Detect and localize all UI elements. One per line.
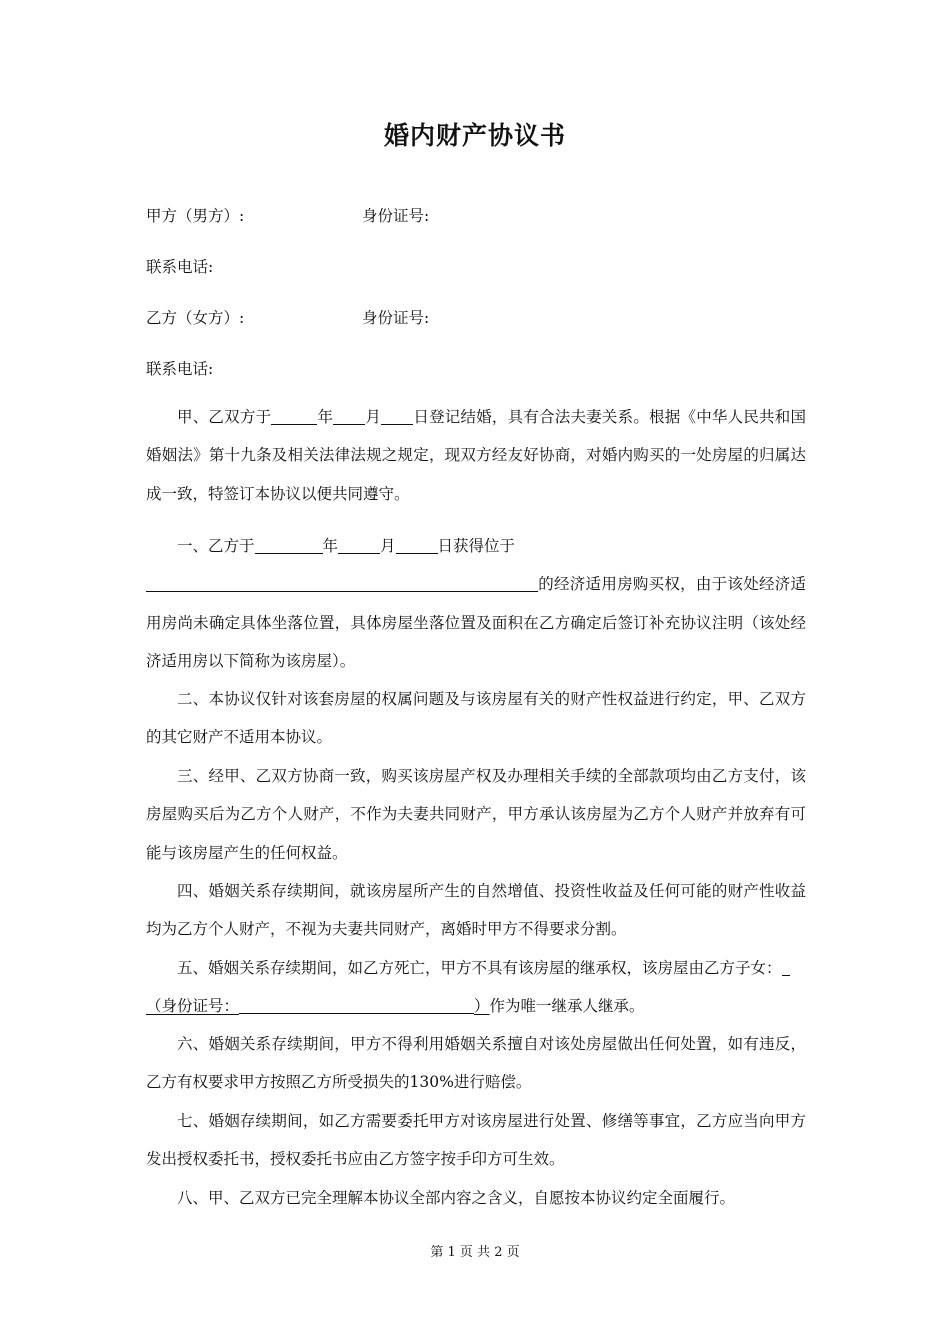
party-b-id-label: 身份证号:: [362, 309, 430, 327]
marriage-month-blank: [333, 408, 365, 425]
party-a-phone-label: 联系电话:: [146, 258, 214, 276]
clause-8: 八、甲、乙双方已完全理解本协议全部内容之含义，自愿按本协议约定全面履行。: [177, 1189, 736, 1207]
purchase-month-blank: [338, 537, 380, 554]
heir-name-blank: [782, 959, 790, 976]
page-footer: 第 1 页 共 2 页: [430, 1245, 520, 1260]
party-a-label: 甲方（男方）:: [146, 207, 245, 225]
intro-text-3: 月: [365, 408, 382, 426]
purchase-year-blank: [255, 537, 323, 554]
clause-6: 六、婚姻关系存续期间，甲方不得利用婚姻关系擅自对该处房屋做出任何处置，如有违反，乙方有权要求甲方按照乙方所受损失的130%进行赔偿。: [146, 1035, 806, 1092]
clause-1-text-3: 月: [380, 537, 396, 555]
party-b-label: 乙方（女方）:: [146, 309, 245, 327]
document-title: 婚内财产协议书: [383, 121, 566, 150]
location-blank: [146, 575, 538, 592]
clause-5-text-3: ）: [474, 997, 490, 1016]
clause-1-text-2: 年: [322, 537, 339, 555]
intro-text-2: 年: [317, 408, 334, 426]
clause-5-text-4: 作为唯一继承人继承。: [489, 997, 645, 1016]
intro-paragraph: [146, 398, 806, 513]
marriage-year-blank: [271, 408, 317, 425]
party-a-id-label: 身份证号:: [362, 207, 430, 225]
intro-text-1: 甲、乙双方于: [177, 408, 272, 426]
party-b-phone-label: 联系电话:: [146, 360, 214, 378]
clause-1-text-1: 一、乙方于: [177, 537, 255, 555]
heir-id-blank: [239, 997, 474, 1014]
purchase-day-blank: [396, 537, 438, 554]
marriage-day-blank: [381, 408, 413, 425]
clause-1-text-5: 的经济适用房购买权，由于该处经济适用房尚未确定具体坐落位置，具体房屋坐落位置及面积在乙方确定后签订补充协议注明（该处经济适用房以下简称为该房屋）。: [146, 575, 806, 671]
clause-3: 三、经甲、乙双方协商一致，购买该房屋产权及办理相关手续的全部款项均由乙方支付，该房屋购买后为乙方个人财产，不作为夫妻共同财产，甲方承认该房屋为乙方个人财产并放弃有可能与该房屋产生的任何权益。: [146, 767, 806, 862]
clause-5-text-1: 五、婚姻关系存续期间，如乙方死亡，甲方不具有该房屋的继承权，该房屋由乙方子女：: [177, 959, 782, 977]
intro-text-4: 日登记结婚，具有合法夫妻关系。根据《中华人民共和国婚姻法》第十九条及相关法律法规之规定，现双方经友好协商，对婚内购买的一处房屋的归属达成一致，特签订本协议以便共同遵守。: [146, 408, 806, 503]
clause-1-text-4: 日获得位于: [437, 537, 516, 555]
clause-4: 四、婚姻关系存续期间，就该房屋所产生的自然增值、投资性收益及任何可能的财产性收益均为乙方个人财产，不视为夫妻共同财产，离婚时甲方不得要求分割。: [146, 882, 806, 939]
clause-5: [146, 949, 806, 1026]
clause-5-text-2: （身份证号：: [146, 997, 240, 1016]
clause-7: 七、婚姻存续期间，如乙方需要委托甲方对该房屋进行处置、修缮等事宜，乙方应当向甲方发出授权委托书，授权委托书应由乙方签字按手印方可生效。: [146, 1112, 806, 1169]
clause-1: [146, 527, 806, 681]
clause-2: 二、本协议仅针对该套房屋的权属问题及与该房屋有关的财产性权益进行约定，甲、乙双方的其它财产不适用本协议。: [146, 690, 806, 747]
